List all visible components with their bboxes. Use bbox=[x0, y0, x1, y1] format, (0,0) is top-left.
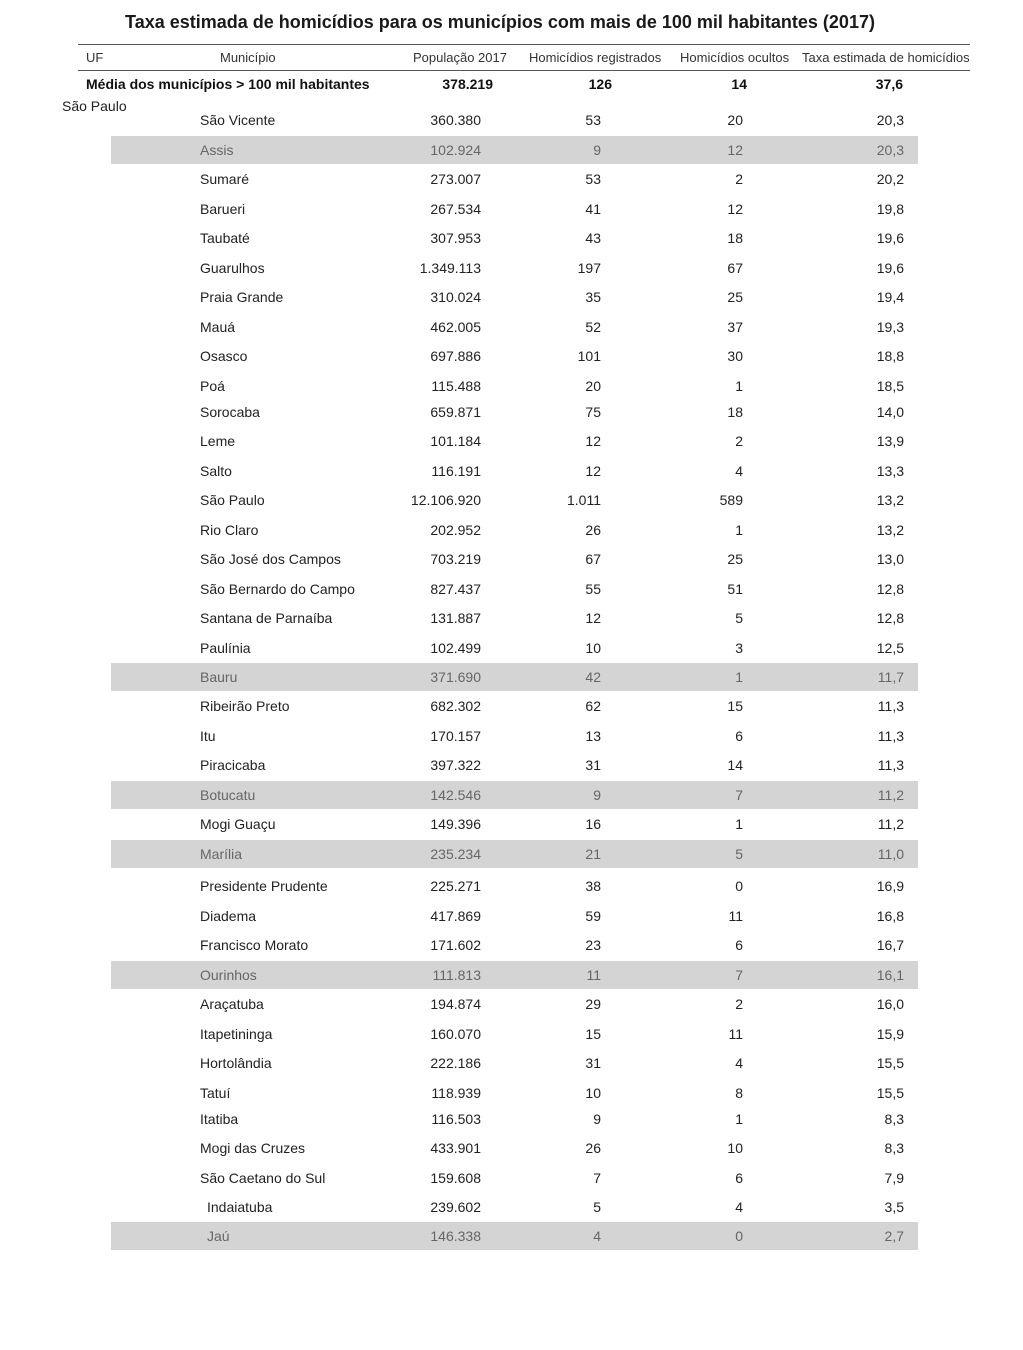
table-row bbox=[111, 254, 918, 282]
municipio-cell: Leme bbox=[200, 433, 236, 449]
table-row bbox=[111, 224, 918, 252]
hidden-cell: 10 bbox=[727, 1140, 743, 1156]
rate-cell: 11,3 bbox=[877, 698, 904, 714]
municipio-cell: Santana de Parnaíba bbox=[200, 610, 333, 626]
municipio-cell: São Vicente bbox=[200, 112, 276, 128]
uf-state-label: São Paulo bbox=[62, 98, 127, 114]
hidden-cell: 1 bbox=[735, 816, 743, 832]
rate-cell: 15,9 bbox=[876, 1026, 904, 1042]
municipio-cell: Presidente Prudente bbox=[200, 878, 328, 894]
population-cell: 202.952 bbox=[430, 522, 481, 538]
population-cell: 149.396 bbox=[430, 816, 481, 832]
hidden-cell: 2 bbox=[735, 996, 743, 1012]
registered-cell: 41 bbox=[585, 201, 601, 217]
hidden-cell: 25 bbox=[727, 551, 743, 567]
header-top-rule bbox=[78, 44, 970, 45]
hidden-cell: 11 bbox=[728, 908, 743, 924]
rate-cell: 19,3 bbox=[876, 319, 904, 335]
municipio-cell: Guarulhos bbox=[200, 260, 265, 276]
rate-cell: 12,8 bbox=[876, 610, 904, 626]
municipio-cell: Itapetininga bbox=[200, 1026, 273, 1042]
rate-cell: 13,0 bbox=[876, 551, 904, 567]
population-cell: 371.690 bbox=[430, 669, 481, 685]
registered-cell: 23 bbox=[585, 937, 601, 953]
hidden-cell: 1 bbox=[735, 522, 743, 538]
hidden-cell: 18 bbox=[727, 404, 743, 420]
average-registered: 126 bbox=[588, 76, 612, 92]
municipio-cell: Barueri bbox=[200, 201, 246, 217]
hidden-cell: 2 bbox=[735, 171, 743, 187]
hidden-cell: 6 bbox=[735, 1170, 743, 1186]
rate-cell: 13,2 bbox=[876, 492, 904, 508]
hidden-cell: 12 bbox=[727, 201, 743, 217]
hidden-cell: 1 bbox=[735, 1111, 743, 1127]
population-cell: 146.338 bbox=[430, 1228, 481, 1244]
registered-cell: 26 bbox=[585, 522, 601, 538]
registered-cell: 1.011 bbox=[567, 492, 601, 508]
hidden-cell: 8 bbox=[735, 1085, 743, 1101]
registered-cell: 31 bbox=[585, 1055, 601, 1071]
table-row bbox=[111, 692, 918, 720]
rate-cell: 19,6 bbox=[876, 260, 904, 276]
table-row bbox=[111, 872, 918, 900]
table-row bbox=[111, 1079, 918, 1107]
col-header-registrados: Homicídios registrados bbox=[529, 50, 662, 65]
municipio-cell: Sumaré bbox=[200, 171, 250, 187]
table-row bbox=[111, 663, 918, 691]
col-header-taxa: Taxa estimada de homicídios bbox=[802, 50, 970, 65]
population-cell: 194.874 bbox=[430, 996, 481, 1012]
table-row bbox=[111, 1164, 918, 1192]
registered-cell: 12 bbox=[585, 433, 601, 449]
population-cell: 225.271 bbox=[430, 878, 481, 894]
average-label: Média dos municípios > 100 mil habitantes bbox=[86, 76, 370, 92]
municipio-cell: Ourinhos bbox=[200, 967, 257, 983]
average-population: 378.219 bbox=[442, 76, 493, 92]
population-cell: 267.534 bbox=[430, 201, 481, 217]
municipio-cell: Rio Claro bbox=[200, 522, 259, 538]
population-cell: 116.191 bbox=[431, 463, 481, 479]
registered-cell: 10 bbox=[585, 1085, 601, 1101]
hidden-cell: 1 bbox=[735, 669, 743, 685]
rate-cell: 16,8 bbox=[876, 908, 904, 924]
registered-cell: 9 bbox=[593, 1111, 601, 1127]
table-row bbox=[111, 902, 918, 930]
table-row bbox=[111, 106, 918, 134]
rate-cell: 16,0 bbox=[876, 996, 904, 1012]
table-row bbox=[111, 1105, 918, 1133]
table-row bbox=[111, 516, 918, 544]
registered-cell: 16 bbox=[585, 816, 601, 832]
population-cell: 118.939 bbox=[431, 1085, 481, 1101]
population-cell: 142.546 bbox=[430, 787, 481, 803]
rate-cell: 20,3 bbox=[876, 142, 904, 158]
rate-cell: 7,9 bbox=[884, 1170, 904, 1186]
rate-cell: 20,2 bbox=[876, 171, 904, 187]
rate-cell: 13,3 bbox=[876, 463, 904, 479]
population-cell: 659.871 bbox=[430, 404, 481, 420]
rate-cell: 18,5 bbox=[876, 378, 904, 394]
municipio-cell: Tatuí bbox=[200, 1085, 231, 1101]
registered-cell: 11 bbox=[586, 967, 601, 983]
rate-cell: 12,8 bbox=[876, 581, 904, 597]
municipio-cell: Bauru bbox=[200, 669, 238, 685]
table-row bbox=[111, 457, 918, 485]
hidden-cell: 0 bbox=[735, 1228, 743, 1244]
rate-cell: 12,5 bbox=[876, 640, 904, 656]
municipio-cell: Assis bbox=[200, 142, 234, 158]
table-row bbox=[111, 1134, 918, 1162]
hidden-cell: 6 bbox=[735, 937, 743, 953]
registered-cell: 31 bbox=[585, 757, 601, 773]
rate-cell: 11,0 bbox=[877, 846, 904, 862]
table-row bbox=[111, 136, 918, 164]
table-row bbox=[111, 990, 918, 1018]
hidden-cell: 5 bbox=[735, 610, 743, 626]
population-cell: 1.349.113 bbox=[419, 260, 481, 276]
municipio-cell: Poá bbox=[200, 378, 225, 394]
rate-cell: 11,3 bbox=[877, 757, 904, 773]
population-cell: 703.219 bbox=[430, 551, 481, 567]
table-row bbox=[111, 427, 918, 455]
table-row bbox=[111, 810, 918, 838]
population-cell: 159.608 bbox=[430, 1170, 481, 1186]
rate-cell: 8,3 bbox=[884, 1140, 904, 1156]
population-cell: 222.186 bbox=[430, 1055, 481, 1071]
table-row bbox=[111, 575, 918, 603]
rate-cell: 19,6 bbox=[876, 230, 904, 246]
population-cell: 170.157 bbox=[430, 728, 481, 744]
population-cell: 171.602 bbox=[430, 937, 481, 953]
hidden-cell: 67 bbox=[727, 260, 743, 276]
hidden-cell: 4 bbox=[735, 1199, 743, 1215]
registered-cell: 42 bbox=[585, 669, 601, 685]
rate-cell: 16,1 bbox=[876, 967, 904, 983]
rate-cell: 16,7 bbox=[876, 937, 904, 953]
rate-cell: 13,2 bbox=[876, 522, 904, 538]
rate-cell: 3,5 bbox=[884, 1199, 904, 1215]
municipio-cell: São Paulo bbox=[200, 492, 265, 508]
municipio-cell: Araçatuba bbox=[200, 996, 264, 1012]
population-cell: 115.488 bbox=[431, 378, 481, 394]
rate-cell: 19,8 bbox=[876, 201, 904, 217]
population-cell: 131.887 bbox=[430, 610, 481, 626]
rate-cell: 20,3 bbox=[876, 112, 904, 128]
population-cell: 682.302 bbox=[430, 698, 481, 714]
registered-cell: 59 bbox=[585, 908, 601, 924]
rate-cell: 2,7 bbox=[884, 1228, 904, 1244]
average-hidden: 14 bbox=[731, 76, 747, 92]
registered-cell: 67 bbox=[585, 551, 601, 567]
rate-cell: 19,4 bbox=[876, 289, 904, 305]
municipio-cell: Mogi das Cruzes bbox=[200, 1140, 306, 1156]
table-row bbox=[111, 372, 918, 400]
rate-cell: 15,5 bbox=[876, 1085, 904, 1101]
municipio-cell: Indaiatuba bbox=[207, 1199, 273, 1215]
population-cell: 235.234 bbox=[430, 846, 481, 862]
population-cell: 102.499 bbox=[430, 640, 481, 656]
municipio-cell: São Bernardo do Campo bbox=[200, 581, 355, 597]
registered-cell: 75 bbox=[585, 404, 601, 420]
population-cell: 239.602 bbox=[430, 1199, 481, 1215]
municipio-cell: Diadema bbox=[200, 908, 257, 924]
table-row bbox=[111, 604, 918, 632]
hidden-cell: 7 bbox=[735, 787, 743, 803]
population-cell: 360.380 bbox=[430, 112, 481, 128]
hidden-cell: 11 bbox=[728, 1026, 743, 1042]
hidden-cell: 25 bbox=[727, 289, 743, 305]
registered-cell: 12 bbox=[585, 463, 601, 479]
registered-cell: 20 bbox=[585, 378, 601, 394]
table-row bbox=[111, 751, 918, 779]
registered-cell: 53 bbox=[585, 171, 601, 187]
municipio-cell: Mogi Guaçu bbox=[200, 816, 276, 832]
registered-cell: 35 bbox=[585, 289, 601, 305]
hidden-cell: 589 bbox=[719, 492, 743, 508]
registered-cell: 29 bbox=[585, 996, 601, 1012]
registered-cell: 101 bbox=[577, 348, 601, 364]
registered-cell: 62 bbox=[585, 698, 601, 714]
population-cell: 307.953 bbox=[430, 230, 481, 246]
population-cell: 462.005 bbox=[430, 319, 481, 335]
hidden-cell: 30 bbox=[727, 348, 743, 364]
table-row bbox=[111, 781, 918, 809]
hidden-cell: 4 bbox=[735, 463, 743, 479]
municipio-cell: Mauá bbox=[200, 319, 236, 335]
municipio-cell: Hortolândia bbox=[200, 1055, 272, 1071]
col-header-municipio: Município bbox=[220, 50, 276, 65]
hidden-cell: 18 bbox=[727, 230, 743, 246]
table-row bbox=[111, 1222, 918, 1250]
registered-cell: 9 bbox=[593, 787, 601, 803]
hidden-cell: 14 bbox=[727, 757, 743, 773]
hidden-cell: 2 bbox=[735, 433, 743, 449]
hidden-cell: 37 bbox=[727, 319, 743, 335]
registered-cell: 9 bbox=[593, 142, 601, 158]
municipio-cell: Jaú bbox=[207, 1228, 230, 1244]
table-row bbox=[111, 1049, 918, 1077]
registered-cell: 53 bbox=[585, 112, 601, 128]
hidden-cell: 0 bbox=[735, 878, 743, 894]
rate-cell: 11,3 bbox=[877, 728, 904, 744]
population-cell: 433.901 bbox=[430, 1140, 481, 1156]
hidden-cell: 51 bbox=[727, 581, 743, 597]
registered-cell: 4 bbox=[593, 1228, 601, 1244]
table-row bbox=[111, 961, 918, 989]
registered-cell: 21 bbox=[585, 846, 601, 862]
hidden-cell: 1 bbox=[735, 378, 743, 394]
registered-cell: 10 bbox=[585, 640, 601, 656]
rate-cell: 14,0 bbox=[876, 404, 904, 420]
municipio-cell: Marília bbox=[200, 846, 243, 862]
table-row bbox=[111, 398, 918, 426]
rate-cell: 11,7 bbox=[877, 669, 904, 685]
table-row bbox=[111, 342, 918, 370]
registered-cell: 12 bbox=[585, 610, 601, 626]
table-row bbox=[111, 1193, 918, 1221]
municipio-cell: Taubaté bbox=[200, 230, 250, 246]
table-row bbox=[111, 1020, 918, 1048]
municipio-cell: Salto bbox=[200, 463, 232, 479]
table-row bbox=[111, 840, 918, 868]
population-cell: 827.437 bbox=[430, 581, 481, 597]
header-bottom-rule bbox=[78, 70, 970, 71]
population-cell: 12.106.920 bbox=[410, 492, 481, 508]
municipio-cell: Itatiba bbox=[200, 1111, 239, 1127]
hidden-cell: 12 bbox=[727, 142, 743, 158]
table-row bbox=[111, 165, 918, 193]
municipio-cell: Osasco bbox=[200, 348, 248, 364]
table-row bbox=[111, 931, 918, 959]
registered-cell: 26 bbox=[585, 1140, 601, 1156]
registered-cell: 38 bbox=[585, 878, 601, 894]
hidden-cell: 20 bbox=[727, 112, 743, 128]
rate-cell: 16,9 bbox=[876, 878, 904, 894]
rate-cell: 11,2 bbox=[877, 816, 904, 832]
col-header-populacao: População 2017 bbox=[413, 50, 507, 65]
hidden-cell: 3 bbox=[735, 640, 743, 656]
registered-cell: 43 bbox=[585, 230, 601, 246]
registered-cell: 13 bbox=[585, 728, 601, 744]
municipio-cell: Ribeirão Preto bbox=[200, 698, 290, 714]
municipio-cell: Botucatu bbox=[200, 787, 256, 803]
table-row bbox=[111, 195, 918, 223]
municipio-cell: Praia Grande bbox=[200, 289, 284, 305]
municipio-cell: Francisco Morato bbox=[200, 937, 309, 953]
hidden-cell: 15 bbox=[727, 698, 743, 714]
col-header-uf: UF bbox=[86, 50, 104, 65]
hidden-cell: 5 bbox=[735, 846, 743, 862]
rate-cell: 15,5 bbox=[876, 1055, 904, 1071]
municipio-cell: Itu bbox=[200, 728, 216, 744]
municipio-cell: Sorocaba bbox=[200, 404, 260, 420]
registered-cell: 7 bbox=[593, 1170, 601, 1186]
population-cell: 310.024 bbox=[430, 289, 481, 305]
population-cell: 397.322 bbox=[430, 757, 481, 773]
population-cell: 101.184 bbox=[430, 433, 481, 449]
municipio-cell: São José dos Campos bbox=[200, 551, 341, 567]
population-cell: 697.886 bbox=[430, 348, 481, 364]
hidden-cell: 7 bbox=[735, 967, 743, 983]
population-cell: 273.007 bbox=[430, 171, 481, 187]
table-row bbox=[111, 486, 918, 514]
population-cell: 160.070 bbox=[430, 1026, 481, 1042]
registered-cell: 197 bbox=[577, 260, 601, 276]
registered-cell: 52 bbox=[585, 319, 601, 335]
hidden-cell: 6 bbox=[735, 728, 743, 744]
table-row bbox=[111, 313, 918, 341]
table-title: Taxa estimada de homicídios para os municípios com mais de 100 mil habitantes (2017) bbox=[125, 12, 875, 32]
table-row bbox=[111, 722, 918, 750]
population-cell: 111.813 bbox=[432, 967, 481, 983]
population-cell: 116.503 bbox=[431, 1111, 481, 1127]
hidden-cell: 4 bbox=[735, 1055, 743, 1071]
rate-cell: 13,9 bbox=[876, 433, 904, 449]
population-cell: 102.924 bbox=[430, 142, 481, 158]
municipio-cell: Paulínia bbox=[200, 640, 251, 656]
registered-cell: 5 bbox=[593, 1199, 601, 1215]
municipio-cell: Piracicaba bbox=[200, 757, 266, 773]
average-rate: 37,6 bbox=[875, 76, 903, 92]
rate-cell: 8,3 bbox=[884, 1111, 904, 1127]
table-row bbox=[111, 283, 918, 311]
registered-cell: 55 bbox=[585, 581, 601, 597]
table-row bbox=[111, 545, 918, 573]
registered-cell: 15 bbox=[585, 1026, 601, 1042]
rate-cell: 18,8 bbox=[876, 348, 904, 364]
population-cell: 417.869 bbox=[430, 908, 481, 924]
col-header-ocultos: Homicídios ocultos bbox=[680, 50, 790, 65]
rate-cell: 11,2 bbox=[877, 787, 904, 803]
municipio-cell: São Caetano do Sul bbox=[200, 1170, 326, 1186]
table-row bbox=[111, 634, 918, 662]
